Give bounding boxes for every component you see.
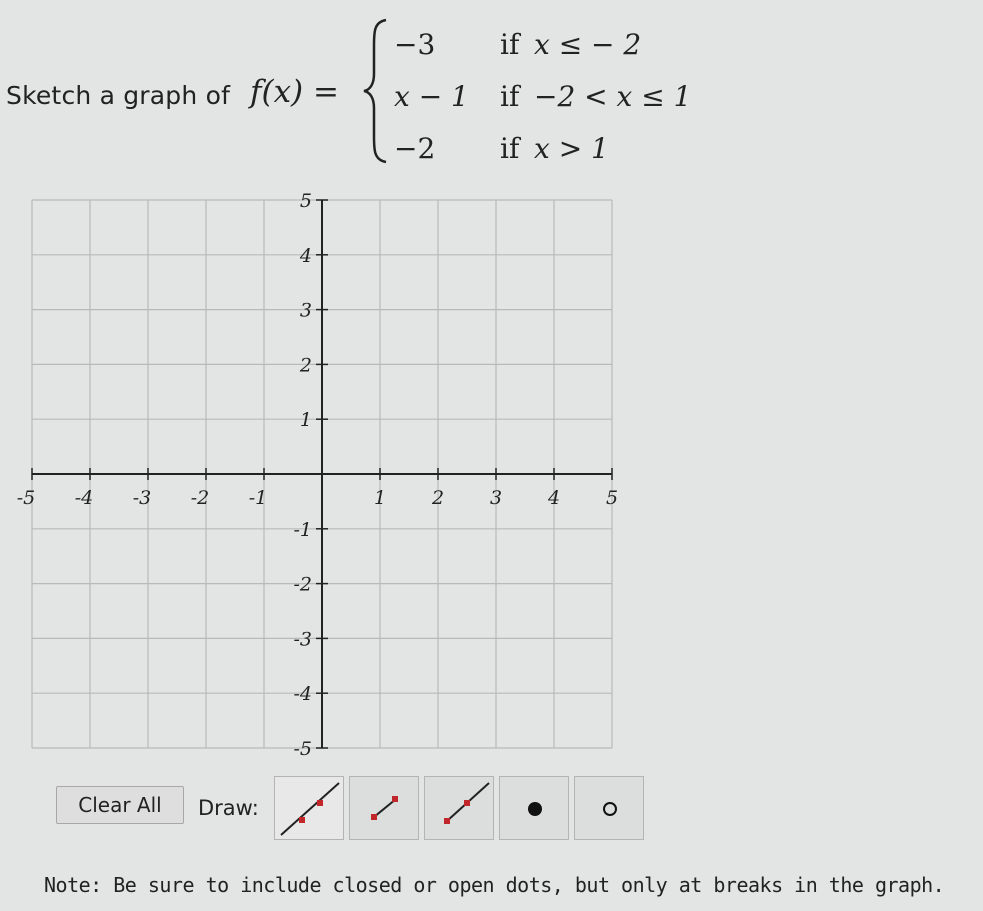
piece-2-expr: x − 1 (394, 80, 469, 113)
x-tick-label: 5 (605, 487, 619, 509)
y-tick-label: -1 (293, 518, 312, 541)
x-tick-label: 3 (489, 487, 503, 509)
note-text: Note: Be sure to include closed or open dots, but only at breaks in the graph. (44, 873, 945, 897)
piece-3-expr: −2 (394, 132, 436, 165)
clear-all-button[interactable]: Clear All (56, 786, 184, 824)
segment-tool-icon (425, 777, 495, 841)
x-tick-label: 4 (547, 487, 561, 509)
open-dot-tool-button[interactable] (574, 776, 644, 840)
piece-3-condition: x > 1 (534, 132, 609, 165)
x-tick-label: 2 (431, 487, 445, 509)
piece-3-if: if (500, 132, 520, 165)
draw-label: Draw: (198, 796, 259, 820)
x-tick-label: -5 (16, 487, 36, 509)
function-lhs: f(x) = (250, 74, 339, 110)
line-tool-button[interactable] (274, 776, 344, 840)
piece-2-if: if (500, 80, 520, 113)
x-tick-label: -1 (248, 487, 268, 509)
y-tick-label: 4 (299, 244, 312, 267)
y-tick-label: -3 (293, 628, 312, 651)
x-tick-label: -2 (190, 487, 210, 509)
graph-canvas[interactable] (12, 188, 634, 760)
piece-1-expr: −3 (394, 28, 436, 61)
y-tick-label: 5 (299, 190, 312, 212)
y-tick-label: 1 (299, 409, 312, 432)
x-tick-label: 1 (373, 487, 387, 509)
y-tick-label: -5 (293, 738, 312, 760)
piece-1-if: if (500, 28, 520, 61)
piece-2-condition: −2 < x ≤ 1 (534, 80, 692, 113)
left-brace-icon (360, 16, 390, 166)
closed-dot-tool-button[interactable] (499, 776, 569, 840)
x-tick-label: -3 (132, 487, 152, 509)
line-tool-icon (275, 777, 345, 841)
ray-tool-icon (350, 777, 420, 841)
y-tick-label: -2 (293, 573, 312, 596)
y-tick-label: 3 (299, 299, 312, 322)
y-tick-label: 2 (299, 354, 312, 377)
open-dot-icon (575, 777, 645, 841)
prompt-text: Sketch a graph of (6, 81, 231, 110)
x-tick-label: -4 (74, 487, 94, 509)
piece-1-condition: x ≤ − 2 (534, 28, 642, 61)
ray-tool-button[interactable] (349, 776, 419, 840)
y-tick-label: -4 (293, 683, 312, 706)
segment-tool-button[interactable] (424, 776, 494, 840)
closed-dot-icon (500, 777, 570, 841)
